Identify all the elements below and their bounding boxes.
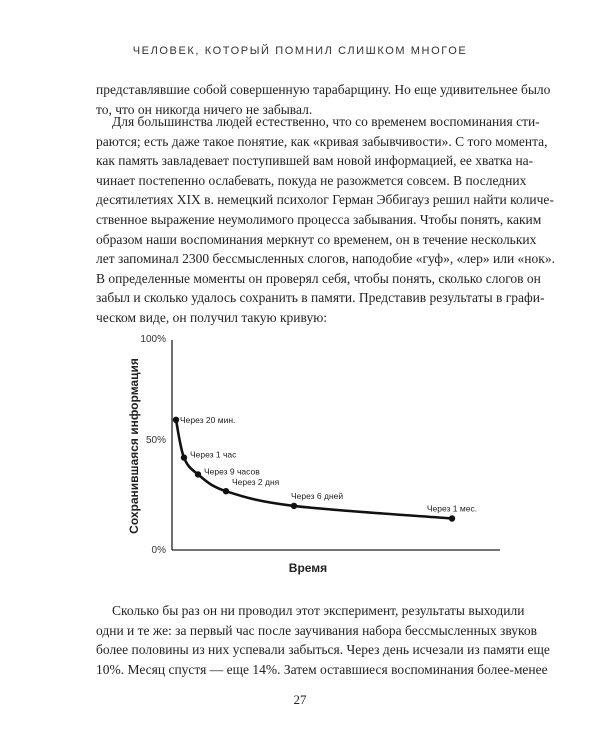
y-tick-label: 50% bbox=[145, 435, 166, 446]
text-line: десятилетиях XIX в. немецкий психолог Герман Эббигауз решил найти количе- bbox=[96, 192, 554, 208]
data-point bbox=[223, 488, 229, 494]
text-line: то, что он никогда ничего не забывал. bbox=[96, 101, 313, 117]
data-point bbox=[291, 503, 297, 509]
data-label: Через 6 дней bbox=[291, 490, 344, 501]
running-title: ЧЕЛОВЕК, КОТОРЫЙ ПОМНИЛ СЛИШКОМ МНОГОЕ bbox=[132, 45, 468, 57]
forgetting-curve-chart bbox=[96, 322, 504, 580]
data-label: Через 1 мес. bbox=[426, 503, 478, 514]
data-label: Через 9 часов bbox=[204, 466, 260, 477]
text-line: ственное выражение неумолимого процесса забывания. Чтобы понять, каким bbox=[96, 211, 542, 227]
y-axis-title: Сохранившаяся информация bbox=[127, 358, 141, 534]
text-line: как память завладевает поступившей вам новой информацией, ее хватка на- bbox=[96, 153, 534, 169]
text-line: Сколько бы раз он ни проводил этот эксперимент, результаты выходили bbox=[112, 603, 525, 618]
text-line: В определенные моменты он проверял себя, чтобы понять, сколько слогов он bbox=[96, 270, 541, 286]
text-line: ческом виде, он получил такую кривую: bbox=[96, 309, 328, 325]
text-line: раются; есть даже такое понятие, как «кривая забывчивости». С того момента, bbox=[96, 133, 548, 149]
data-point bbox=[173, 417, 179, 423]
text-line: 10%. Месяц спустя — еще 14%. Затем оставшиеся воспоминания более-менее bbox=[96, 661, 548, 677]
data-label: Через 1 час bbox=[190, 449, 237, 460]
data-label: Через 20 мин. bbox=[180, 414, 236, 425]
y-tick-label: 0% bbox=[151, 545, 166, 556]
data-point bbox=[181, 454, 187, 460]
page-number: 27 bbox=[293, 692, 307, 707]
paragraph-2 bbox=[96, 112, 555, 328]
y-tick-label: 100% bbox=[140, 334, 166, 345]
data-point bbox=[195, 471, 201, 477]
text-line: образом наши воспоминания меркнут со временем, он в течение нескольких bbox=[96, 231, 537, 247]
paragraph-3 bbox=[96, 601, 550, 679]
text-line: представлявшие собой совершенную тарабарщину. Но еще удивительнее было bbox=[96, 82, 551, 97]
text-line: одни и те же: за первый час после заучивания набора бессмысленных звуков bbox=[96, 622, 538, 638]
data-label: Через 2 дня bbox=[232, 477, 280, 488]
text-line: чинает постепенно ослабевать, покуда не разожмется совсем. В последних bbox=[96, 172, 527, 188]
text-line: более половины из них успевали забыться. Через день исчезали из памяти еще bbox=[96, 642, 550, 658]
text-line: Для большинства людей естественно, что со временем воспоминания сти- bbox=[112, 114, 540, 129]
text-line: забыл и сколько удалось сохранить в памяти. Представив результаты в графи- bbox=[96, 290, 545, 306]
x-axis-title: Время bbox=[288, 561, 328, 575]
data-point bbox=[449, 515, 455, 521]
text-line: лет запоминал 2300 бессмысленных слогов, наподобие «гуф», «лер» или «нок». bbox=[96, 251, 555, 267]
